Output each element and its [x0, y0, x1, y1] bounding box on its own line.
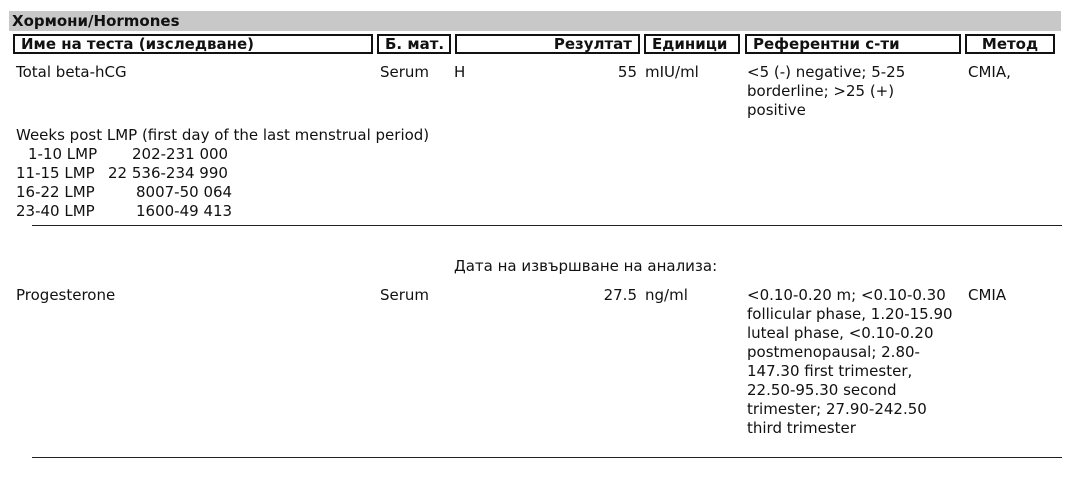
- notes-value: 22 536-234 990: [108, 164, 228, 182]
- notes-label: 11-15 LMP: [16, 164, 95, 182]
- row-result: 55: [617, 63, 637, 81]
- header-method: Метод: [965, 34, 1055, 54]
- row-test-name: Progesterone: [16, 286, 116, 304]
- header-material: Б. мат.: [377, 34, 451, 54]
- notes-value: 8007-50 064: [136, 183, 233, 201]
- row-material: Serum: [380, 63, 430, 81]
- row-method: CMIA: [968, 286, 1007, 304]
- row-result: 27.5: [603, 286, 637, 304]
- notes-value: 1600-49 413: [136, 202, 233, 220]
- notes-label: 1-10 LMP: [28, 145, 98, 163]
- header-units: Единици: [644, 34, 740, 54]
- notes-label: 16-22 LMP: [16, 183, 95, 201]
- notes-value: 202-231 000: [132, 145, 229, 163]
- section-divider: [32, 225, 1062, 226]
- notes-label: 23-40 LMP: [16, 202, 95, 220]
- row-units: mIU/ml: [645, 63, 699, 81]
- row-material: Serum: [380, 286, 430, 304]
- section-divider: [32, 457, 1062, 458]
- header-reference: Референтни с-ти: [745, 34, 961, 54]
- row-method: CMIA,: [968, 63, 1011, 81]
- analysis-date-label: Дата на извършване на анализа:: [454, 257, 718, 275]
- row-reference: <5 (-) negative; 5-25 borderline; >25 (+) positive: [747, 63, 906, 119]
- row-test-name: Total beta-hCG: [16, 63, 127, 81]
- section-title: Хормони/Hormones: [12, 12, 180, 30]
- header-test-name: Име на теста (изследване): [13, 34, 373, 54]
- row-reference: <0.10-0.20 m; <0.10-0.30 follicular phase, 1.20-15.90 luteal phase, <0.10-0.20 postmenopausal; 2.80-147.30 first trimester, 22.50-95.30 second trimester; 27.90-242.50 third trimester: [747, 286, 953, 437]
- row-units: ng/ml: [645, 286, 688, 304]
- header-result: Резултат: [455, 34, 640, 54]
- notes-title: Weeks post LMP (first day of the last menstrual period): [16, 126, 430, 144]
- row-flag: H: [454, 63, 466, 81]
